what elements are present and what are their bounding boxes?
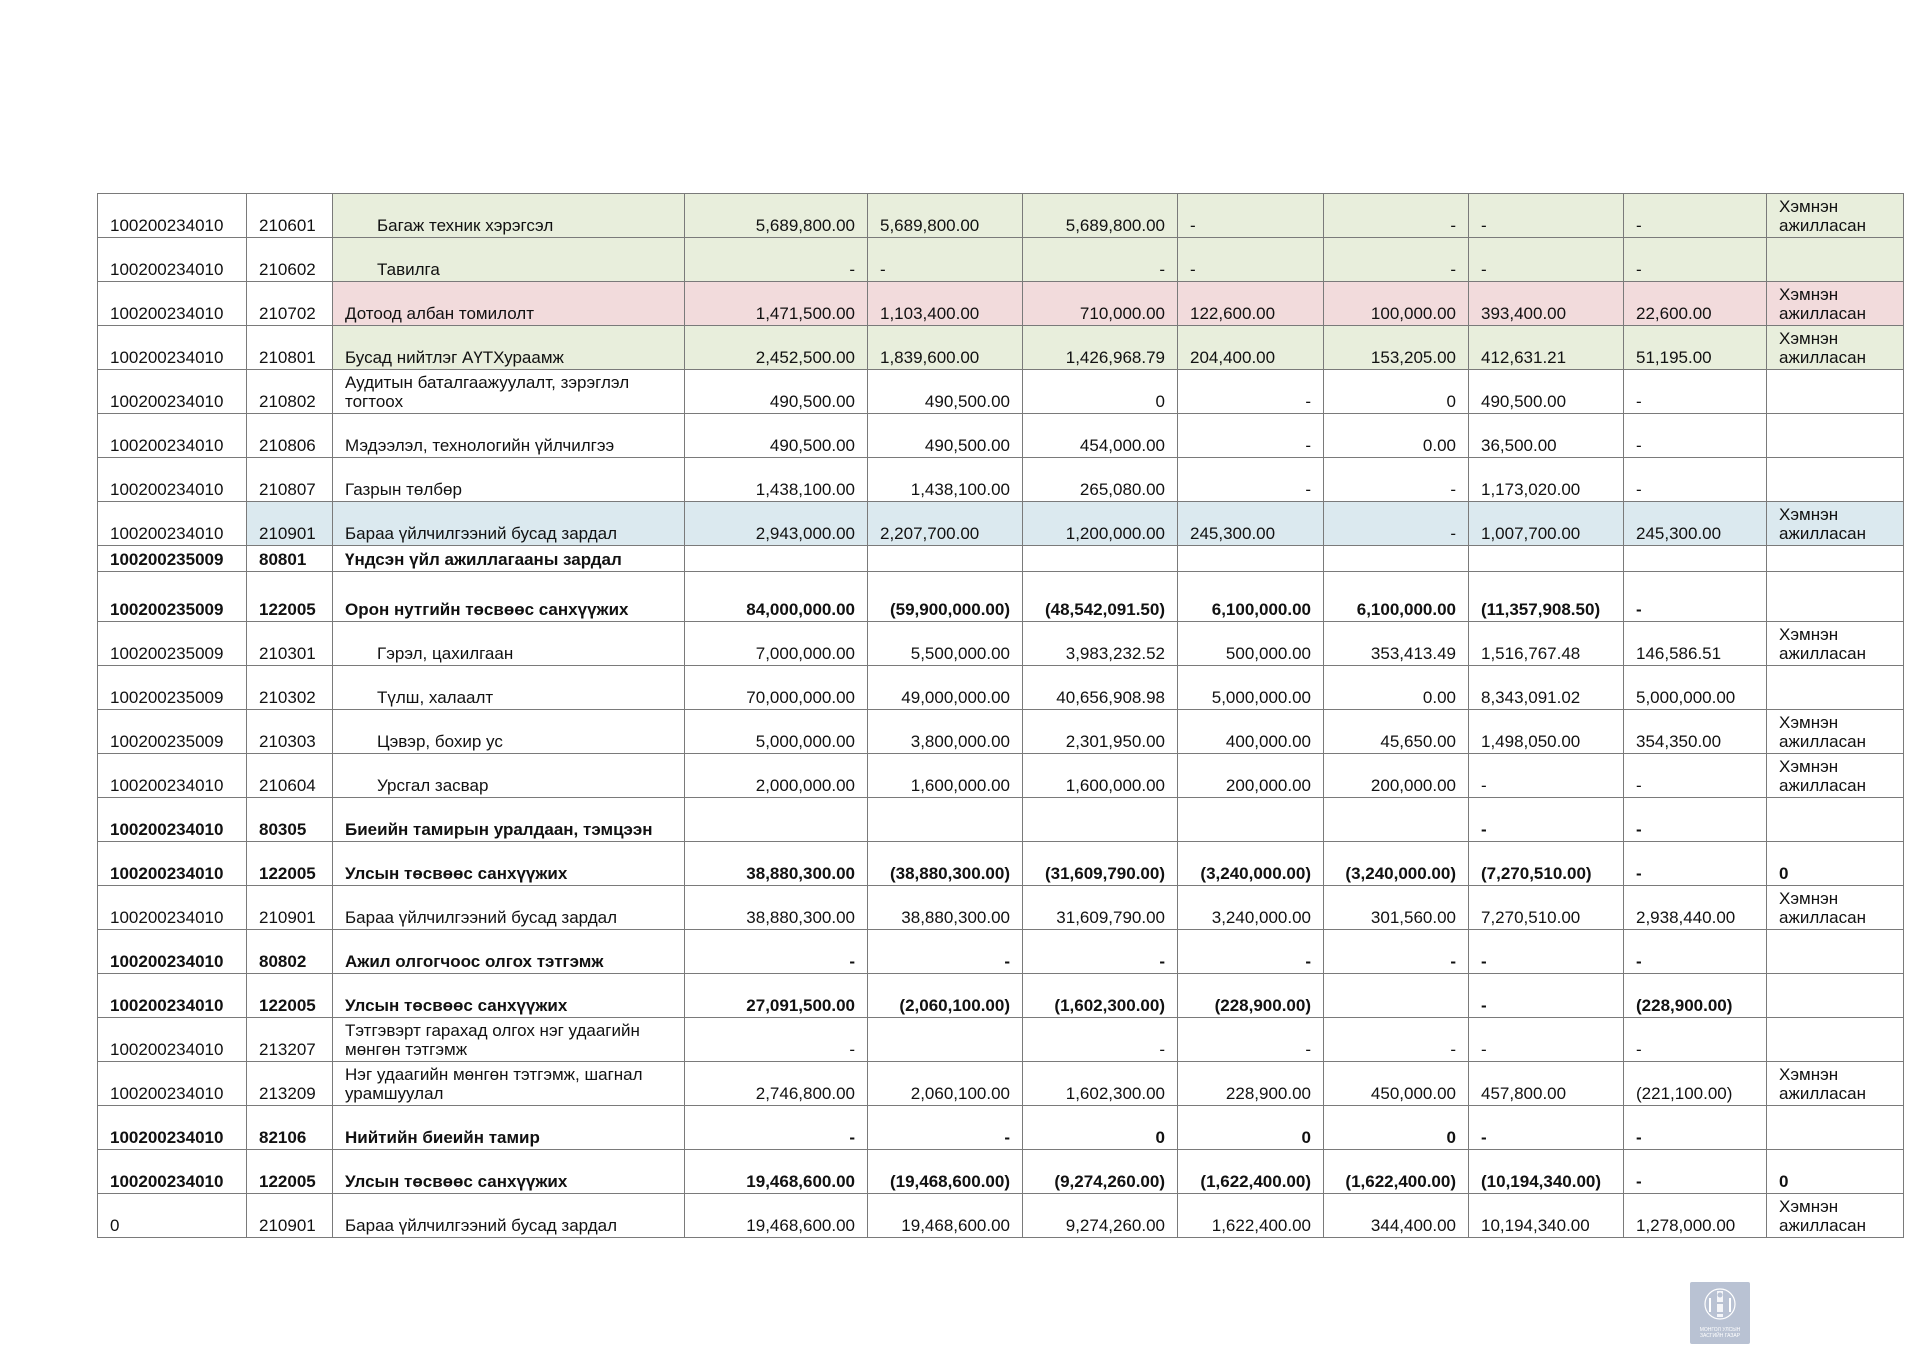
economic-code-cell: 210901 xyxy=(247,502,333,546)
month-difference-cell: - xyxy=(1624,572,1767,622)
program-code-cell: 100200234010 xyxy=(98,370,247,414)
month-plan-cell: 6,100,000.00 xyxy=(1178,572,1324,622)
difference-cell: (7,270,510.00) xyxy=(1469,842,1624,886)
month-difference-cell: - xyxy=(1624,798,1767,842)
month-difference-cell: (228,900.00) xyxy=(1624,974,1767,1018)
period-plan-cell: 1,103,400.00 xyxy=(868,282,1023,326)
month-performance-cell: 450,000.00 xyxy=(1324,1062,1469,1106)
program-code-cell: 100200235009 xyxy=(98,666,247,710)
expense-name-cell: Нийтийн биеийн тамир xyxy=(333,1106,685,1150)
difference-cell: 10,194,340.00 xyxy=(1469,1194,1624,1238)
economic-code-cell: 210901 xyxy=(247,1194,333,1238)
note-cell: Хэмнэн ажилласан xyxy=(1767,710,1904,754)
government-emblem xyxy=(1690,1282,1750,1344)
table-row xyxy=(98,1018,1904,1062)
difference-cell: 1,498,050.00 xyxy=(1469,710,1624,754)
approved-budget-cell: 84,000,000.00 xyxy=(685,572,868,622)
period-performance-cell: 40,656,908.98 xyxy=(1023,666,1178,710)
period-performance-cell: - xyxy=(1023,238,1178,282)
period-plan-cell: 19,468,600.00 xyxy=(868,1194,1023,1238)
economic-code-cell: 210801 xyxy=(247,326,333,370)
month-difference-cell: - xyxy=(1624,238,1767,282)
budget-execution-table xyxy=(97,193,1904,1238)
note-cell: Хэмнэн ажилласан xyxy=(1767,326,1904,370)
period-plan-cell xyxy=(868,546,1023,572)
note-cell xyxy=(1767,370,1904,414)
month-plan-cell: 5,000,000.00 xyxy=(1178,666,1324,710)
month-performance-cell: 353,413.49 xyxy=(1324,622,1469,666)
economic-code-cell: 210901 xyxy=(247,886,333,930)
period-performance-cell: 1,602,300.00 xyxy=(1023,1062,1178,1106)
expense-name-cell: Бараа үйлчилгээний бусад зардал xyxy=(333,502,685,546)
program-code-cell: 100200234010 xyxy=(98,1062,247,1106)
difference-cell: 1,007,700.00 xyxy=(1469,502,1624,546)
program-code-cell: 100200235009 xyxy=(98,546,247,572)
month-difference-cell xyxy=(1624,546,1767,572)
month-plan-cell xyxy=(1178,798,1324,842)
expense-name-cell: Тавилга xyxy=(333,238,685,282)
period-performance-cell: 1,600,000.00 xyxy=(1023,754,1178,798)
note-cell: 0 xyxy=(1767,1150,1904,1194)
approved-budget-cell: 70,000,000.00 xyxy=(685,666,868,710)
table-row xyxy=(98,710,1904,754)
period-plan-cell: 490,500.00 xyxy=(868,414,1023,458)
month-performance-cell: - xyxy=(1324,194,1469,238)
program-code-cell: 0 xyxy=(98,1194,247,1238)
month-plan-cell: 3,240,000.00 xyxy=(1178,886,1324,930)
program-code-cell: 100200234010 xyxy=(98,842,247,886)
month-performance-cell: 45,650.00 xyxy=(1324,710,1469,754)
month-performance-cell: (3,240,000.00) xyxy=(1324,842,1469,886)
period-performance-cell: 710,000.00 xyxy=(1023,282,1178,326)
table-row xyxy=(98,194,1904,238)
program-code-cell: 100200234010 xyxy=(98,326,247,370)
month-difference-cell: - xyxy=(1624,458,1767,502)
period-performance-cell: - xyxy=(1023,1018,1178,1062)
economic-code-cell: 210303 xyxy=(247,710,333,754)
economic-code-cell: 122005 xyxy=(247,1150,333,1194)
month-difference-cell: 146,586.51 xyxy=(1624,622,1767,666)
month-plan-cell: - xyxy=(1178,238,1324,282)
difference-cell: 457,800.00 xyxy=(1469,1062,1624,1106)
month-plan-cell: 122,600.00 xyxy=(1178,282,1324,326)
program-code-cell: 100200235009 xyxy=(98,572,247,622)
month-plan-cell: - xyxy=(1178,930,1324,974)
table-row xyxy=(98,282,1904,326)
month-plan-cell: (1,622,400.00) xyxy=(1178,1150,1324,1194)
note-cell: Хэмнэн ажилласан xyxy=(1767,622,1904,666)
expense-name-cell: Цэвэр, бохир ус xyxy=(333,710,685,754)
approved-budget-cell: 2,746,800.00 xyxy=(685,1062,868,1106)
expense-name-cell: Улсын төсвөөс санхүүжих xyxy=(333,974,685,1018)
program-code-cell: 100200234010 xyxy=(98,798,247,842)
table-row xyxy=(98,666,1904,710)
month-performance-cell: 100,000.00 xyxy=(1324,282,1469,326)
expense-name-cell: Мэдээлэл, технологийн үйлчилгээ xyxy=(333,414,685,458)
program-code-cell: 100200234010 xyxy=(98,414,247,458)
period-performance-cell: 9,274,260.00 xyxy=(1023,1194,1178,1238)
month-difference-cell: 1,278,000.00 xyxy=(1624,1194,1767,1238)
period-plan-cell: 5,500,000.00 xyxy=(868,622,1023,666)
program-code-cell: 100200234010 xyxy=(98,458,247,502)
program-code-cell: 100200234010 xyxy=(98,282,247,326)
difference-cell: - xyxy=(1469,1106,1624,1150)
difference-cell: (10,194,340.00) xyxy=(1469,1150,1624,1194)
period-performance-cell xyxy=(1023,546,1178,572)
period-plan-cell: (19,468,600.00) xyxy=(868,1150,1023,1194)
period-plan-cell: (38,880,300.00) xyxy=(868,842,1023,886)
note-cell: Хэмнэн ажилласан xyxy=(1767,754,1904,798)
month-difference-cell: - xyxy=(1624,754,1767,798)
economic-code-cell: 210601 xyxy=(247,194,333,238)
month-performance-cell: - xyxy=(1324,930,1469,974)
economic-code-cell: 213207 xyxy=(247,1018,333,1062)
month-performance-cell xyxy=(1324,798,1469,842)
month-performance-cell: 153,205.00 xyxy=(1324,326,1469,370)
approved-budget-cell xyxy=(685,546,868,572)
economic-code-cell: 80802 xyxy=(247,930,333,974)
period-plan-cell: 2,207,700.00 xyxy=(868,502,1023,546)
expense-name-cell: Улсын төсвөөс санхүүжих xyxy=(333,842,685,886)
note-cell: Хэмнэн ажилласан xyxy=(1767,194,1904,238)
table-row xyxy=(98,326,1904,370)
month-difference-cell: 51,195.00 xyxy=(1624,326,1767,370)
month-performance-cell: (1,622,400.00) xyxy=(1324,1150,1469,1194)
difference-cell: - xyxy=(1469,754,1624,798)
expense-name-cell: Газрын төлбөр xyxy=(333,458,685,502)
program-code-cell: 100200235009 xyxy=(98,710,247,754)
approved-budget-cell: - xyxy=(685,1018,868,1062)
expense-name-cell: Аудитын баталгаажуулалт, зэрэглэл тогтоох xyxy=(333,370,685,414)
expense-name-cell: Бараа үйлчилгээний бусад зардал xyxy=(333,1194,685,1238)
period-performance-cell: 1,200,000.00 xyxy=(1023,502,1178,546)
period-plan-cell: 5,689,800.00 xyxy=(868,194,1023,238)
period-plan-cell: (59,900,000.00) xyxy=(868,572,1023,622)
month-performance-cell: - xyxy=(1324,238,1469,282)
approved-budget-cell xyxy=(685,798,868,842)
table-row xyxy=(98,1106,1904,1150)
month-difference-cell: 22,600.00 xyxy=(1624,282,1767,326)
table-row xyxy=(98,886,1904,930)
period-performance-cell: 1,426,968.79 xyxy=(1023,326,1178,370)
month-difference-cell: - xyxy=(1624,1150,1767,1194)
note-cell xyxy=(1767,974,1904,1018)
period-performance-cell: 0 xyxy=(1023,370,1178,414)
month-difference-cell: - xyxy=(1624,1018,1767,1062)
month-difference-cell: - xyxy=(1624,194,1767,238)
program-code-cell: 100200234010 xyxy=(98,194,247,238)
period-performance-cell: 31,609,790.00 xyxy=(1023,886,1178,930)
expense-name-cell: Үндсэн үйл ажиллагааны зардал xyxy=(333,546,685,572)
program-code-cell: 100200234010 xyxy=(98,238,247,282)
economic-code-cell: 80801 xyxy=(247,546,333,572)
difference-cell: - xyxy=(1469,974,1624,1018)
economic-code-cell: 210807 xyxy=(247,458,333,502)
difference-cell: - xyxy=(1469,930,1624,974)
note-cell xyxy=(1767,238,1904,282)
table-row xyxy=(98,842,1904,886)
month-difference-cell: 2,938,440.00 xyxy=(1624,886,1767,930)
month-performance-cell: - xyxy=(1324,458,1469,502)
month-performance-cell: 200,000.00 xyxy=(1324,754,1469,798)
month-plan-cell: 245,300.00 xyxy=(1178,502,1324,546)
note-cell xyxy=(1767,1106,1904,1150)
month-plan-cell: - xyxy=(1178,458,1324,502)
month-difference-cell: 245,300.00 xyxy=(1624,502,1767,546)
period-performance-cell: 265,080.00 xyxy=(1023,458,1178,502)
difference-cell: 490,500.00 xyxy=(1469,370,1624,414)
note-cell xyxy=(1767,572,1904,622)
month-performance-cell xyxy=(1324,974,1469,1018)
month-plan-cell: - xyxy=(1178,194,1324,238)
difference-cell: - xyxy=(1469,238,1624,282)
period-plan-cell: 38,880,300.00 xyxy=(868,886,1023,930)
expense-name-cell: Улсын төсвөөс санхүүжих xyxy=(333,1150,685,1194)
period-plan-cell xyxy=(868,798,1023,842)
difference-cell: - xyxy=(1469,194,1624,238)
period-plan-cell: (2,060,100.00) xyxy=(868,974,1023,1018)
month-difference-cell: 5,000,000.00 xyxy=(1624,666,1767,710)
economic-code-cell: 122005 xyxy=(247,842,333,886)
table-row xyxy=(98,572,1904,622)
expense-name-cell: Орон нутгийн төсвөөс санхүүжих xyxy=(333,572,685,622)
note-cell xyxy=(1767,666,1904,710)
period-plan-cell: 1,600,000.00 xyxy=(868,754,1023,798)
period-performance-cell: 2,301,950.00 xyxy=(1023,710,1178,754)
economic-code-cell: 80305 xyxy=(247,798,333,842)
period-plan-cell: 3,800,000.00 xyxy=(868,710,1023,754)
difference-cell xyxy=(1469,546,1624,572)
economic-code-cell: 82106 xyxy=(247,1106,333,1150)
approved-budget-cell: 2,452,500.00 xyxy=(685,326,868,370)
table-row xyxy=(98,502,1904,546)
month-performance-cell: - xyxy=(1324,1018,1469,1062)
expense-name-cell: Тэтгэвэрт гарахад олгох нэг удаагийн мөнгөн тэтгэмж xyxy=(333,1018,685,1062)
program-code-cell: 100200234010 xyxy=(98,1106,247,1150)
month-plan-cell: 1,622,400.00 xyxy=(1178,1194,1324,1238)
period-plan-cell: 1,438,100.00 xyxy=(868,458,1023,502)
difference-cell: (11,357,908.50) xyxy=(1469,572,1624,622)
month-difference-cell: - xyxy=(1624,414,1767,458)
month-plan-cell: (228,900.00) xyxy=(1178,974,1324,1018)
period-plan-cell: - xyxy=(868,1106,1023,1150)
economic-code-cell: 122005 xyxy=(247,572,333,622)
table-row xyxy=(98,754,1904,798)
table-row xyxy=(98,622,1904,666)
month-difference-cell: - xyxy=(1624,370,1767,414)
approved-budget-cell: - xyxy=(685,238,868,282)
note-cell: Хэмнэн ажилласан xyxy=(1767,1194,1904,1238)
month-plan-cell xyxy=(1178,546,1324,572)
difference-cell: 7,270,510.00 xyxy=(1469,886,1624,930)
month-plan-cell: 0 xyxy=(1178,1106,1324,1150)
note-cell xyxy=(1767,414,1904,458)
mongolia-soyombo-emblem-icon xyxy=(1690,1282,1750,1328)
difference-cell: 36,500.00 xyxy=(1469,414,1624,458)
economic-code-cell: 210806 xyxy=(247,414,333,458)
difference-cell: 393,400.00 xyxy=(1469,282,1624,326)
period-plan-cell: 1,839,600.00 xyxy=(868,326,1023,370)
expense-name-cell: Бараа үйлчилгээний бусад зардал xyxy=(333,886,685,930)
difference-cell: 1,173,020.00 xyxy=(1469,458,1624,502)
economic-code-cell: 210802 xyxy=(247,370,333,414)
period-plan-cell: 49,000,000.00 xyxy=(868,666,1023,710)
approved-budget-cell: - xyxy=(685,930,868,974)
approved-budget-cell: 490,500.00 xyxy=(685,370,868,414)
month-plan-cell: 200,000.00 xyxy=(1178,754,1324,798)
program-code-cell: 100200234010 xyxy=(98,974,247,1018)
expense-name-cell: Биеийн тамирын уралдаан, тэмцээн xyxy=(333,798,685,842)
expense-name-cell: Гэрэл, цахилгаан xyxy=(333,622,685,666)
expense-name-cell: Багаж техник хэрэгсэл xyxy=(333,194,685,238)
economic-code-cell: 210301 xyxy=(247,622,333,666)
month-performance-cell: 0 xyxy=(1324,370,1469,414)
month-performance-cell: - xyxy=(1324,502,1469,546)
period-plan-cell xyxy=(868,1018,1023,1062)
table-row xyxy=(98,930,1904,974)
approved-budget-cell: 2,000,000.00 xyxy=(685,754,868,798)
approved-budget-cell: 490,500.00 xyxy=(685,414,868,458)
table-row xyxy=(98,1194,1904,1238)
month-plan-cell: - xyxy=(1178,1018,1324,1062)
approved-budget-cell: 19,468,600.00 xyxy=(685,1150,868,1194)
month-plan-cell: - xyxy=(1178,414,1324,458)
expense-name-cell: Ажил олгогчоос олгох тэтгэмж xyxy=(333,930,685,974)
period-plan-cell: 490,500.00 xyxy=(868,370,1023,414)
expense-name-cell: Дотоод албан томилолт xyxy=(333,282,685,326)
month-performance-cell: 0.00 xyxy=(1324,414,1469,458)
economic-code-cell: 210602 xyxy=(247,238,333,282)
period-performance-cell: (1,602,300.00) xyxy=(1023,974,1178,1018)
month-performance-cell: 6,100,000.00 xyxy=(1324,572,1469,622)
emblem-caption: МОНГОЛ УЛСЫН ЗАСГИЙН ГАЗАР xyxy=(1699,1327,1741,1339)
approved-budget-cell: 1,471,500.00 xyxy=(685,282,868,326)
month-plan-cell: 400,000.00 xyxy=(1178,710,1324,754)
table-row xyxy=(98,546,1904,572)
expense-name-cell: Урсгал засвар xyxy=(333,754,685,798)
table-row xyxy=(98,458,1904,502)
approved-budget-cell: 2,943,000.00 xyxy=(685,502,868,546)
month-plan-cell: - xyxy=(1178,370,1324,414)
approved-budget-cell: 38,880,300.00 xyxy=(685,886,868,930)
note-cell xyxy=(1767,458,1904,502)
month-performance-cell: 344,400.00 xyxy=(1324,1194,1469,1238)
period-performance-cell: (9,274,260.00) xyxy=(1023,1150,1178,1194)
month-plan-cell: 228,900.00 xyxy=(1178,1062,1324,1106)
expense-name-cell: Бусад нийтлэг АҮТХураамж xyxy=(333,326,685,370)
note-cell: Хэмнэн ажилласан xyxy=(1767,282,1904,326)
month-performance-cell: 0.00 xyxy=(1324,666,1469,710)
program-code-cell: 100200234010 xyxy=(98,1150,247,1194)
note-cell: 0 xyxy=(1767,842,1904,886)
month-performance-cell xyxy=(1324,546,1469,572)
period-performance-cell: 0 xyxy=(1023,1106,1178,1150)
approved-budget-cell: 7,000,000.00 xyxy=(685,622,868,666)
difference-cell: 1,516,767.48 xyxy=(1469,622,1624,666)
note-cell xyxy=(1767,930,1904,974)
economic-code-cell: 213209 xyxy=(247,1062,333,1106)
month-plan-cell: (3,240,000.00) xyxy=(1178,842,1324,886)
month-difference-cell: - xyxy=(1624,1106,1767,1150)
note-cell xyxy=(1767,798,1904,842)
economic-code-cell: 122005 xyxy=(247,974,333,1018)
approved-budget-cell: 1,438,100.00 xyxy=(685,458,868,502)
period-performance-cell xyxy=(1023,798,1178,842)
table-row xyxy=(98,798,1904,842)
approved-budget-cell: - xyxy=(685,1106,868,1150)
approved-budget-cell: 19,468,600.00 xyxy=(685,1194,868,1238)
economic-code-cell: 210702 xyxy=(247,282,333,326)
table-row xyxy=(98,1062,1904,1106)
period-performance-cell: - xyxy=(1023,930,1178,974)
period-performance-cell: (31,609,790.00) xyxy=(1023,842,1178,886)
month-plan-cell: 204,400.00 xyxy=(1178,326,1324,370)
program-code-cell: 100200234010 xyxy=(98,754,247,798)
approved-budget-cell: 5,000,000.00 xyxy=(685,710,868,754)
month-plan-cell: 500,000.00 xyxy=(1178,622,1324,666)
approved-budget-cell: 5,689,800.00 xyxy=(685,194,868,238)
period-performance-cell: 3,983,232.52 xyxy=(1023,622,1178,666)
period-plan-cell: - xyxy=(868,930,1023,974)
month-difference-cell: - xyxy=(1624,842,1767,886)
difference-cell: - xyxy=(1469,1018,1624,1062)
table-row xyxy=(98,974,1904,1018)
expense-name-cell: Түлш, халаалт xyxy=(333,666,685,710)
table-row xyxy=(98,370,1904,414)
period-performance-cell: 5,689,800.00 xyxy=(1023,194,1178,238)
program-code-cell: 100200234010 xyxy=(98,1018,247,1062)
table-row xyxy=(98,1150,1904,1194)
month-performance-cell: 301,560.00 xyxy=(1324,886,1469,930)
difference-cell: 412,631.21 xyxy=(1469,326,1624,370)
approved-budget-cell: 38,880,300.00 xyxy=(685,842,868,886)
month-difference-cell: - xyxy=(1624,930,1767,974)
approved-budget-cell: 27,091,500.00 xyxy=(685,974,868,1018)
period-performance-cell: (48,542,091.50) xyxy=(1023,572,1178,622)
difference-cell: 8,343,091.02 xyxy=(1469,666,1624,710)
note-cell: Хэмнэн ажилласан xyxy=(1767,886,1904,930)
program-code-cell: 100200234010 xyxy=(98,886,247,930)
period-plan-cell: 2,060,100.00 xyxy=(868,1062,1023,1106)
note-cell xyxy=(1767,1018,1904,1062)
table-row xyxy=(98,238,1904,282)
note-cell xyxy=(1767,546,1904,572)
table-row xyxy=(98,414,1904,458)
program-code-cell: 100200234010 xyxy=(98,502,247,546)
period-plan-cell: - xyxy=(868,238,1023,282)
month-difference-cell: (221,100.00) xyxy=(1624,1062,1767,1106)
expense-name-cell: Нэг удаагийн мөнгөн тэтгэмж, шагнал урамшуулал xyxy=(333,1062,685,1106)
economic-code-cell: 210604 xyxy=(247,754,333,798)
difference-cell: - xyxy=(1469,798,1624,842)
program-code-cell: 100200235009 xyxy=(98,622,247,666)
month-performance-cell: 0 xyxy=(1324,1106,1469,1150)
period-performance-cell: 454,000.00 xyxy=(1023,414,1178,458)
note-cell: Хэмнэн ажилласан xyxy=(1767,502,1904,546)
economic-code-cell: 210302 xyxy=(247,666,333,710)
program-code-cell: 100200234010 xyxy=(98,930,247,974)
note-cell: Хэмнэн ажилласан xyxy=(1767,1062,1904,1106)
month-difference-cell: 354,350.00 xyxy=(1624,710,1767,754)
